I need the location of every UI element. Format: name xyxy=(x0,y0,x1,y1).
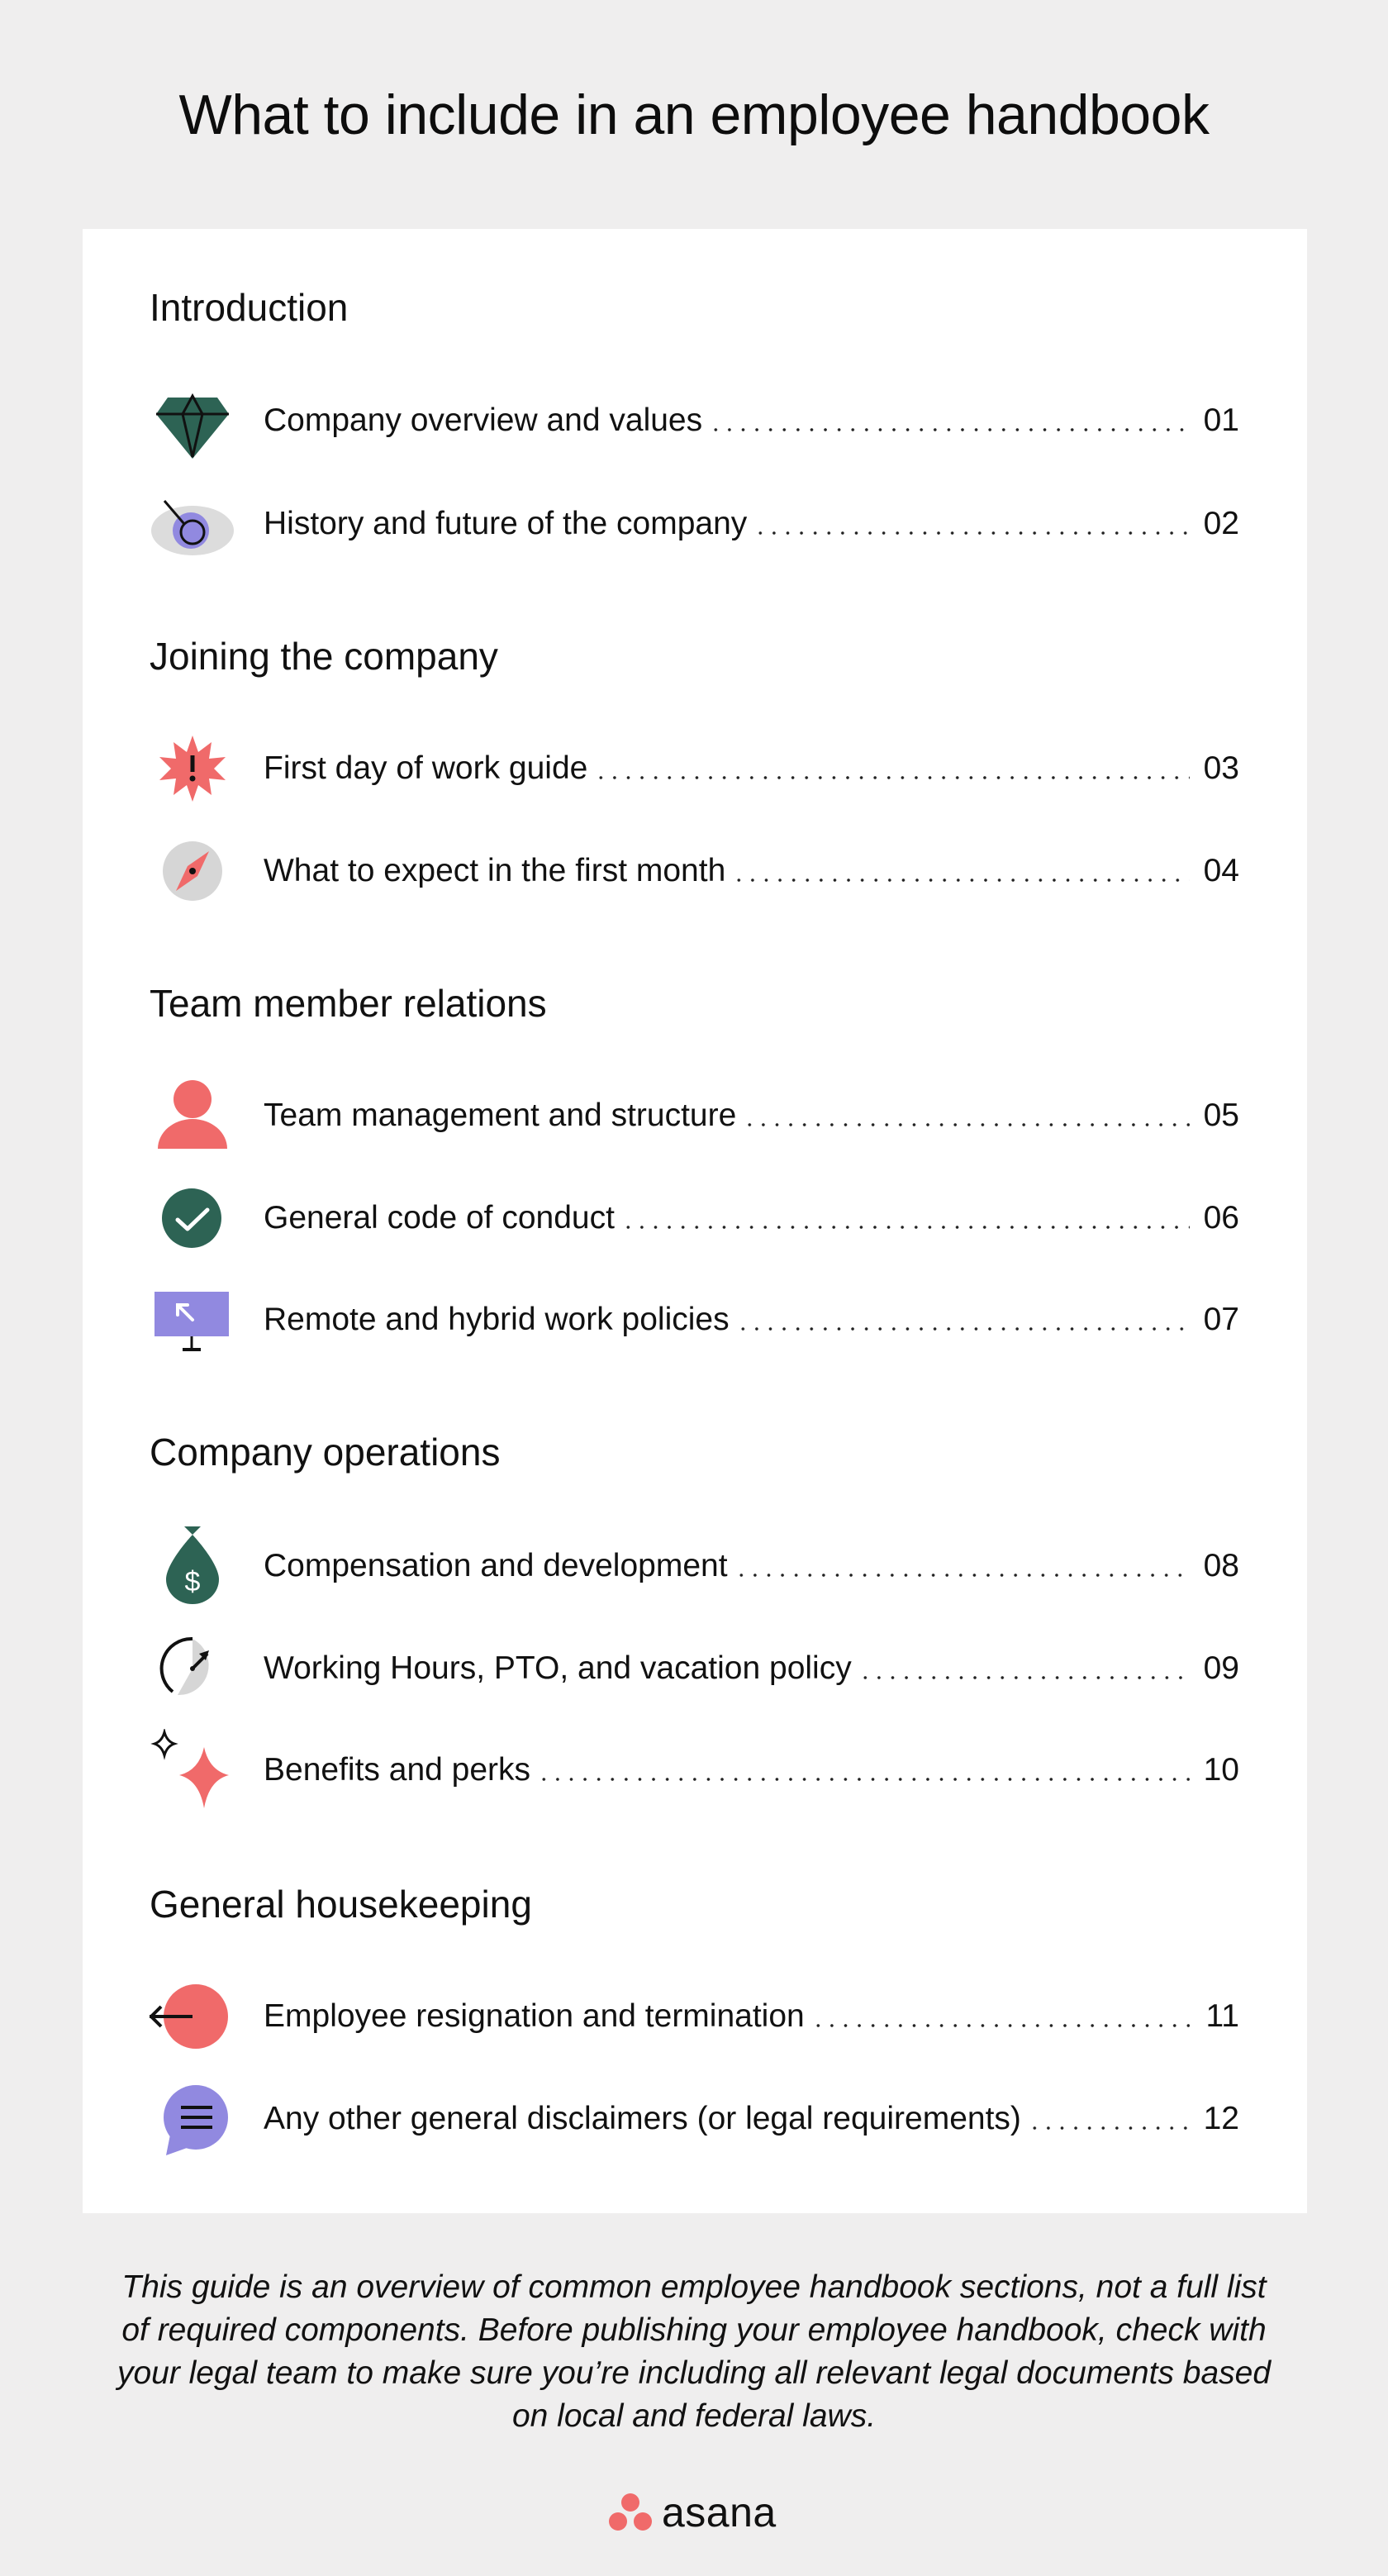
dot-leader xyxy=(753,531,1190,535)
diamond-icon xyxy=(150,379,235,462)
item-label: Remote and hybrid work policies xyxy=(264,1302,730,1337)
page-number: 08 xyxy=(1203,1548,1239,1583)
monitor-icon xyxy=(150,1278,235,1361)
item-label: History and future of the company xyxy=(264,506,748,541)
dot-leader xyxy=(736,1327,1190,1331)
list-item xyxy=(150,379,1239,462)
dot-leader xyxy=(743,1123,1190,1126)
item-label: What to expect in the first month xyxy=(264,853,726,888)
timer-icon xyxy=(150,1627,235,1710)
item-label: Any other general disclaimers (or legal requirements) xyxy=(264,2101,1021,2136)
exit-arrow-icon xyxy=(150,1975,235,2058)
asana-logo xyxy=(607,2488,777,2537)
section-title-introduction: Introduction xyxy=(150,286,349,329)
list-item xyxy=(150,830,1239,912)
list-item xyxy=(150,1525,1239,1607)
page-number: 04 xyxy=(1203,853,1239,888)
item-label: Compensation and development xyxy=(264,1548,728,1583)
page-number: 11 xyxy=(1205,1998,1239,2034)
list-item xyxy=(150,483,1239,565)
page-number: 02 xyxy=(1203,506,1239,541)
page-number: 03 xyxy=(1203,750,1239,786)
page-number: 12 xyxy=(1203,2101,1239,2136)
list-item xyxy=(150,727,1239,810)
item-label: Employee resignation and termination xyxy=(264,1998,805,2034)
page-number: 09 xyxy=(1203,1650,1239,1686)
brand-name: asana xyxy=(662,2489,777,2536)
page-number: 05 xyxy=(1203,1098,1239,1133)
page-number: 06 xyxy=(1203,1200,1239,1236)
list-item xyxy=(150,1975,1239,2058)
alert-burst-icon xyxy=(150,727,235,810)
page-number: 01 xyxy=(1203,402,1239,438)
page-number: 10 xyxy=(1203,1752,1239,1788)
dot-leader xyxy=(811,2024,1190,2027)
item-label: First day of work guide xyxy=(264,750,588,786)
list-item xyxy=(150,1627,1239,1710)
dot-leader xyxy=(621,1226,1190,1229)
item-label: Benefits and perks xyxy=(264,1752,531,1788)
dot-leader xyxy=(537,1778,1190,1781)
section-title-general-housekeeping: General housekeeping xyxy=(150,1883,532,1926)
item-label: Team management and structure xyxy=(264,1098,737,1133)
item-label: General code of conduct xyxy=(264,1200,615,1236)
list-item xyxy=(150,1074,1239,1157)
disclaimer-footnote: This guide is an overview of common employee handbook sections, not a full list of required components. Before publishing your employee handbook, check with your legal team to make sure you’re including all relevant legal documents based on local and federal laws. xyxy=(116,2269,1272,2434)
dot-leader xyxy=(1028,2126,1190,2130)
dot-leader xyxy=(732,879,1190,882)
person-icon xyxy=(150,1074,235,1157)
section-title-team-relations: Team member relations xyxy=(150,982,547,1025)
money-bag-icon xyxy=(150,1525,235,1607)
dot-leader xyxy=(858,1676,1190,1679)
page-title: What to include in an employee handbook xyxy=(178,83,1210,146)
checkmark-circle-icon xyxy=(150,1177,235,1259)
chat-bubble-icon xyxy=(150,2078,235,2160)
svg-text:$: $ xyxy=(184,1566,201,1598)
handbook-contents-card xyxy=(83,229,1307,2213)
section-title-joining: Joining the company xyxy=(150,635,498,678)
dot-leader xyxy=(734,1574,1190,1577)
list-item xyxy=(150,1729,1239,1812)
item-label: Company overview and values xyxy=(264,402,703,438)
dot-leader xyxy=(594,776,1190,779)
compass-icon xyxy=(150,830,235,912)
dot-leader xyxy=(709,428,1190,431)
eye-icon xyxy=(150,483,235,565)
sparkle-icon xyxy=(150,1729,235,1812)
list-item xyxy=(150,1278,1239,1361)
page-number: 07 xyxy=(1203,1302,1239,1337)
item-label: Working Hours, PTO, and vacation policy xyxy=(264,1650,852,1686)
section-title-company-operations: Company operations xyxy=(150,1431,501,1474)
list-item xyxy=(150,2078,1239,2160)
list-item xyxy=(150,1177,1239,1259)
asana-logo-icon xyxy=(607,2492,654,2533)
